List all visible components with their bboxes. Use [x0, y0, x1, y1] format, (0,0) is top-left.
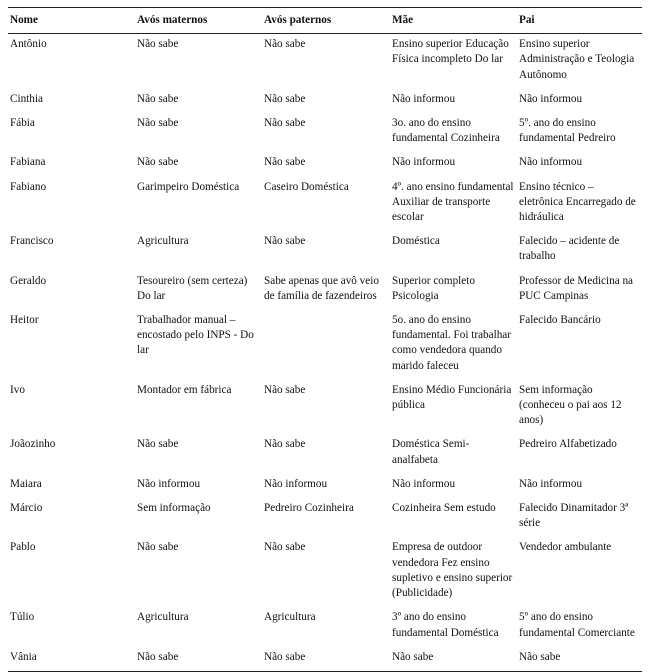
cell-avos-paternos: Caseiro Doméstica: [264, 180, 349, 193]
cell-avos-maternos: Não sabe: [137, 38, 179, 51]
cell-mae: Ensino superior Educação Física incompleto Do lar: [392, 38, 509, 66]
cell-pai: Falecido – acidente de trabalho: [519, 235, 620, 263]
cell-avos-maternos: Não sabe: [137, 156, 179, 169]
cell-avos-maternos: Garimpeiro Doméstica: [137, 180, 240, 193]
cell-mae: Empresa de outdoor vendedora Fez ensino supletivo e ensino superior (Publicidade): [392, 541, 513, 600]
cell-avos-paternos: Não sabe: [264, 92, 306, 105]
cell-pai: Não informou: [519, 477, 583, 490]
cell-nome: Fabiano: [10, 180, 47, 193]
cell-avos-paternos: Não sabe: [264, 117, 306, 130]
table-body: [8, 34, 642, 672]
header-nome: Nome: [10, 14, 38, 26]
table-header: [8, 8, 642, 34]
cell-nome: Fábia: [10, 117, 35, 130]
cell-avos-maternos: Não sabe: [137, 541, 179, 554]
table-row: [8, 113, 642, 152]
cell-nome: Joãozinho: [10, 438, 56, 451]
table-row: [8, 152, 642, 176]
cell-nome: Geraldo: [10, 274, 47, 287]
cell-nome: Heitor: [10, 314, 39, 327]
cell-avos-paternos: [262, 310, 390, 380]
cell-avos-maternos: Montador em fábrica: [137, 383, 232, 396]
cell-pai: 5º ano do ensino fundamental Comerciante: [519, 611, 635, 639]
cell-pai: Falecido Bancário: [519, 314, 601, 327]
cell-mae: Cozinheira Sem estudo: [392, 502, 496, 515]
header-avos-maternos: Avós maternos: [137, 14, 208, 26]
cell-nome: Antônio: [10, 38, 47, 51]
table-row: [8, 89, 642, 113]
cell-pai: Falecido Dinamitador 3ª série: [519, 502, 629, 530]
table-row: [8, 607, 642, 646]
cell-avos-maternos: Agricultura: [137, 611, 189, 624]
cell-avos-paternos: Não sabe: [264, 438, 306, 451]
table-row: [8, 34, 642, 89]
header-row: [8, 8, 642, 34]
header-mae: Mãe: [392, 14, 414, 26]
cell-pai: Ensino superior Administração e Teologia Autônomo: [519, 38, 635, 81]
cell-pai: Não informou: [519, 92, 583, 105]
cell-pai: Professor de Medicina na PUC Campinas: [519, 274, 634, 302]
cell-nome: Fabiana: [10, 156, 46, 169]
cell-avos-paternos: Não sabe: [264, 541, 306, 554]
cell-mae: Doméstica Semi-analfabeta: [392, 438, 470, 466]
cell-avos-maternos: Não sabe: [137, 92, 179, 105]
table-row: [8, 498, 642, 537]
cell-mae: 3o. ano do ensino fundamental Cozinheira: [392, 117, 500, 145]
cell-mae: Não sabe: [392, 650, 434, 663]
cell-nome: Francisco: [10, 235, 54, 248]
family-education-table: [8, 7, 642, 672]
cell-mae: 4º. ano ensino fundamental Auxiliar de transporte escolar: [392, 180, 514, 224]
cell-avos-maternos: Sem informação: [137, 502, 211, 515]
cell-avos-maternos: Trabalhador manual – encostado pelo INPS - Do lar: [137, 314, 254, 357]
cell-avos-paternos: Agricultura: [264, 611, 316, 624]
cell-avos-paternos: Não sabe: [264, 156, 306, 169]
cell-pai: Não informou: [519, 156, 583, 169]
cell-nome: Túlio: [10, 611, 35, 624]
table-row: [8, 434, 642, 473]
cell-mae: Doméstica: [392, 235, 440, 248]
cell-avos-paternos: Sabe apenas que avô veio de família de fazendeiros: [264, 274, 379, 302]
cell-avos-maternos: Não informou: [137, 477, 201, 490]
cell-nome: Maiara: [10, 477, 42, 490]
cell-nome: Pablo: [10, 541, 36, 554]
cell-avos-paternos: Pedreiro Cozinheira: [264, 502, 354, 515]
cell-pai: Sem informação (conheceu o pai aos 12 anos): [519, 383, 622, 427]
table-row: [8, 537, 642, 607]
cell-nome: Cinthia: [10, 92, 43, 105]
cell-avos-paternos: Não informou: [264, 477, 328, 490]
cell-mae: 3º ano do ensino fundamental Doméstica: [392, 611, 499, 639]
cell-mae: Não informou: [392, 477, 456, 490]
cell-pai: Pedreiro Alfabetizado: [519, 438, 617, 451]
cell-avos-paternos: Não sabe: [264, 650, 306, 663]
cell-nome: Vânia: [10, 650, 37, 663]
cell-avos-maternos: Agricultura: [137, 235, 189, 248]
table-row: [8, 380, 642, 435]
table-row: [8, 177, 642, 232]
header-pai: Pai: [519, 14, 535, 26]
cell-avos-maternos: Não sabe: [137, 117, 179, 130]
cell-pai: 5º. ano do ensino fundamental Pedreiro: [519, 117, 616, 145]
cell-mae: Ensino Médio Funcionária pública: [392, 383, 512, 412]
table-row: [8, 310, 642, 380]
cell-pai: Vendedor ambulante: [519, 541, 612, 554]
table-row: [8, 647, 642, 672]
cell-mae: Não informou: [392, 92, 456, 105]
cell-mae: Superior completo Psicologia: [392, 274, 475, 302]
cell-avos-paternos: Não sabe: [264, 383, 306, 396]
cell-avos-maternos: Tesoureiro (sem certeza) Do lar: [137, 274, 248, 302]
cell-pai: Ensino técnico – eletrônica Encarregado de hidráulica: [519, 180, 636, 224]
table-row: [8, 231, 642, 270]
cell-avos-maternos: Não sabe: [137, 650, 179, 663]
cell-mae: 5o. ano do ensino fundamental. Foi trabalhar como vendedora quando marido faleceu: [392, 314, 511, 372]
cell-avos-paternos: Não sabe: [264, 235, 306, 248]
cell-avos-maternos: Não sabe: [137, 438, 179, 451]
header-avos-paternos: Avós paternos: [264, 14, 332, 26]
cell-nome: Márcio: [10, 502, 43, 515]
table-row: [8, 271, 642, 310]
cell-pai: Não sabe: [519, 650, 561, 663]
cell-mae: Não informou: [392, 156, 456, 169]
cell-avos-paternos: Não sabe: [264, 38, 306, 51]
cell-nome: Ivo: [10, 383, 25, 396]
table-row: [8, 474, 642, 498]
